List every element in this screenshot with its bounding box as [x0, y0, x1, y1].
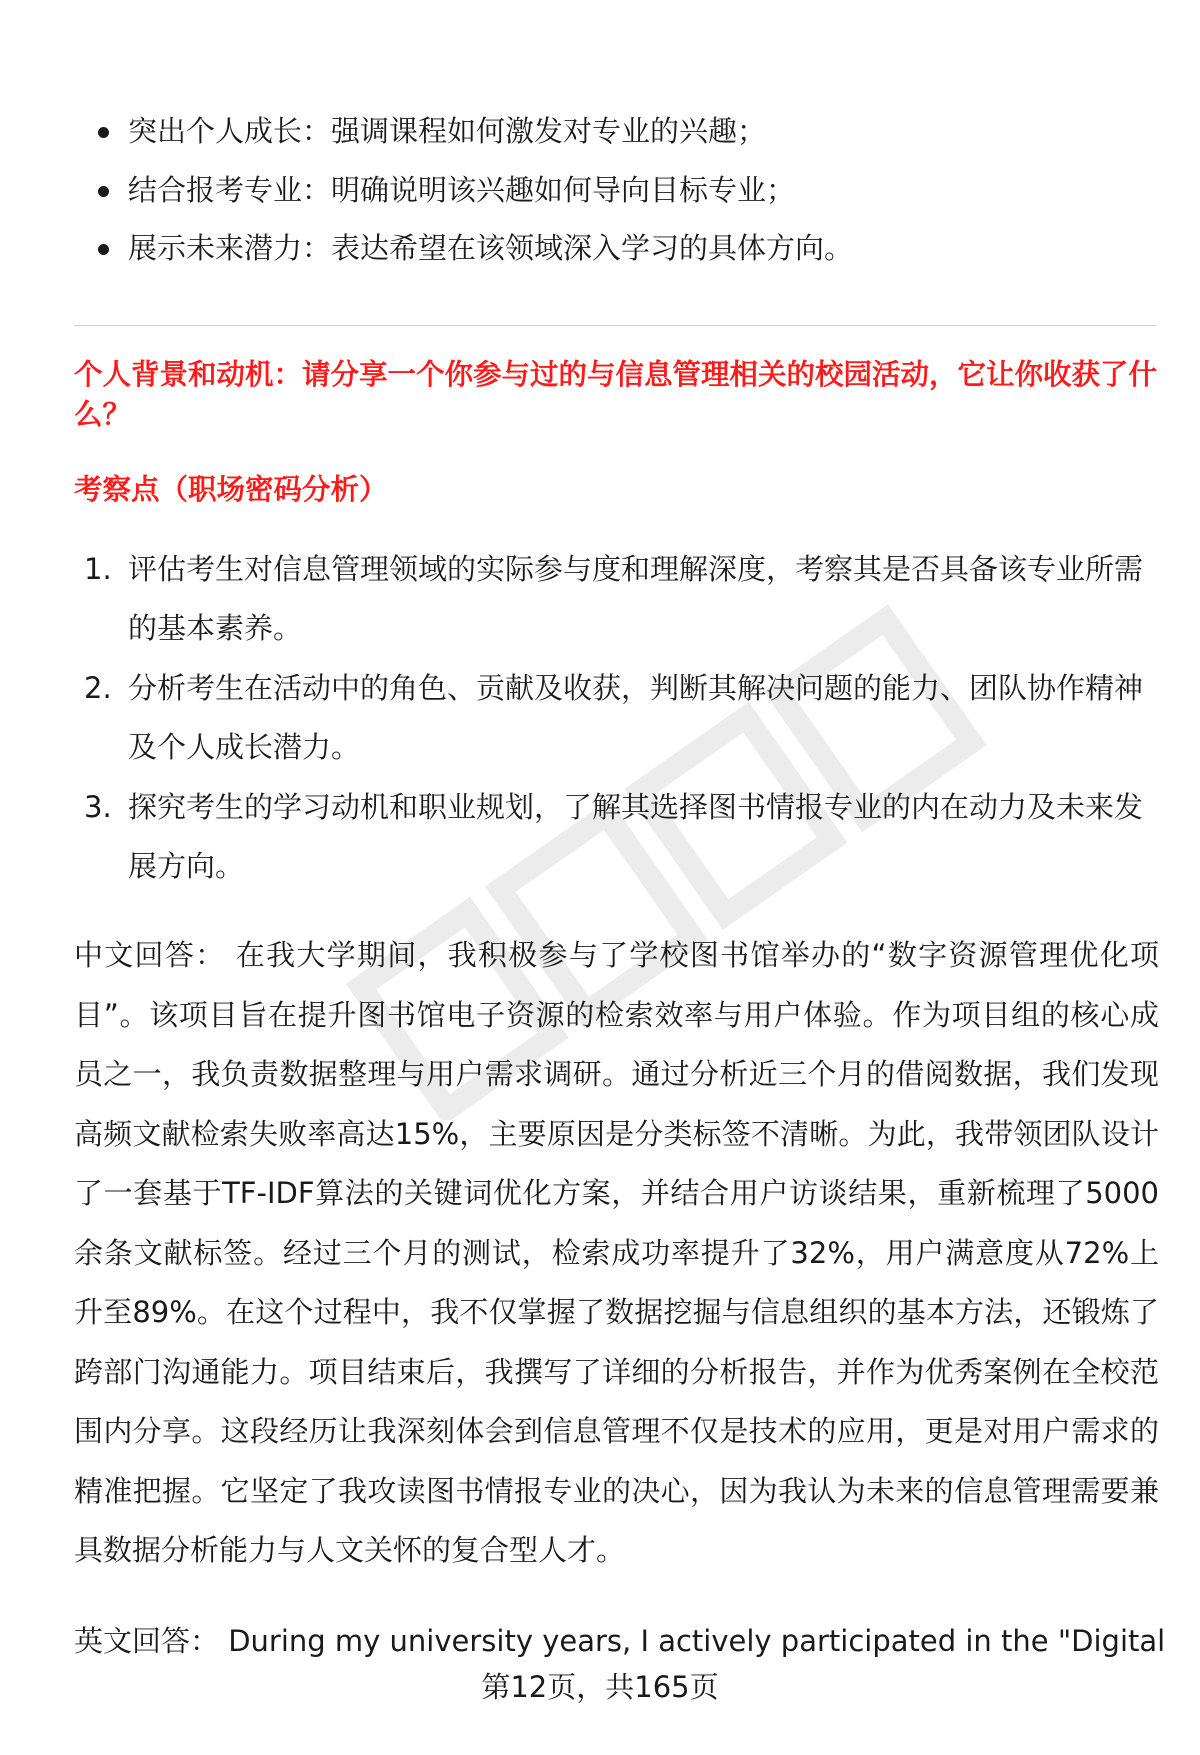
- analysis-point: [74, 778, 1150, 896]
- bullet-item: 展示未来潜力：表达希望在该领域深入学习的具体方向。: [96, 219, 1136, 278]
- bullet-item: 突出个人成长：强调课程如何激发对专业的兴趣；: [96, 102, 1136, 161]
- point-text: 分析考生在活动中的角色、贡献及收获，判断其解决问题的能力、团队协作精神及个人成长潜力。: [128, 671, 1144, 764]
- point-number: 1.: [84, 552, 112, 586]
- bullet-dot-icon: [98, 127, 109, 138]
- english-answer: 英文回答： During my university years, I actively participated in the "Digital: [74, 1624, 1166, 1658]
- point-text: 评估考生对信息管理领域的实际参与度和理解深度，考察其是否具备该专业所需的基本素养。: [128, 552, 1144, 645]
- point-number: 3.: [84, 790, 112, 824]
- bullet-dot-icon: [98, 244, 109, 255]
- analysis-point: [74, 659, 1150, 777]
- bullet-dot-icon: [98, 186, 109, 197]
- analysis-subheading: 考察点（职场密码分析）: [74, 473, 388, 506]
- point-number: 2.: [84, 671, 112, 705]
- bullet-list: [96, 102, 1136, 278]
- bullet-item: 结合报考专业：明确说明该兴趣如何导向目标专业；: [96, 161, 1136, 220]
- analysis-points: [74, 540, 1150, 897]
- analysis-point: [74, 540, 1150, 658]
- chinese-answer: 中文回答： 在我大学期间，我积极参与了学校图书馆举办的“数字资源管理优化项目”。该项目旨在提升图书馆电子资源的检索效率与用户体验。作为项目组的核心成员之一，我负责数据整理与用户需求调研。通过分析近三个月的借阅数据，我们发现高频文献检索失败率高达15%，主要原因是分类标签不清晰。为此，我带领团队设计了一套基于TF-IDF算法的关键词优化方案，并结合用户访谈结果，重新梳理了5000余条文献标签。经过三个月的测试，检索成功率提升了32%，用户满意度从72%上升至89%。在这个过程中，我不仅掌握了数据挖掘与信息组织的基本方法，还锻炼了跨部门沟通能力。项目结束后，我撰写了详细的分析报告，并作为优秀案例在全校范围内分享。这段经历让我深刻体会到信息管理不仅是技术的应用，更是对用户需求的精准把握。它坚定了我攻读图书情报专业的决心，因为我认为未来的信息管理需要兼具数据分析能力与人文关怀的复合型人才。: [74, 938, 1159, 1567]
- point-text: 探究考生的学习动机和职业规划，了解其选择图书情报专业的内在动力及未来发展方向。: [128, 790, 1144, 883]
- page-number: 第12页，共165页: [481, 1670, 719, 1704]
- question-heading: 个人背景和动机：请分享一个你参与过的与信息管理相关的校园活动，它让你收获了什么？: [74, 358, 1158, 431]
- section-divider: [74, 325, 1156, 326]
